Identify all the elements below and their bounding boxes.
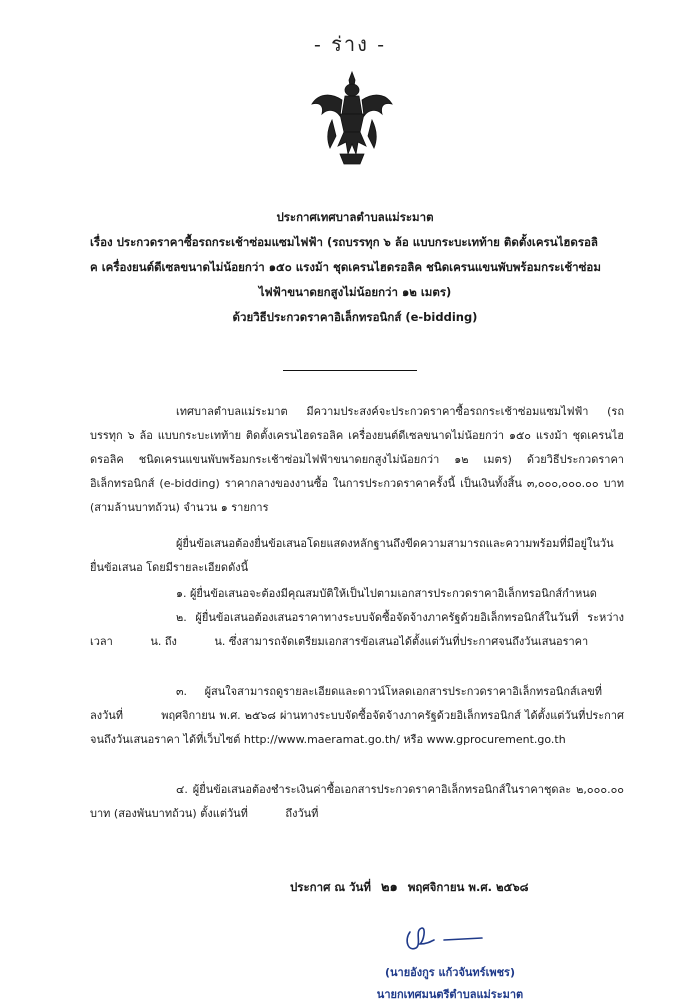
announcement-date [290,876,590,897]
website-link-gprocurement[interactable]: www.gprocurement.go.th [426,733,566,746]
list-item-4 [90,778,624,826]
list-item-3 [90,680,624,752]
draft-mark: - ร่าง - [314,32,386,56]
divider-line [283,370,417,371]
item3-or: หรือ [403,733,424,746]
signature-mark [400,918,490,958]
item2-text-d: น. ซึ่งสามารถจัดเตรียมเอกสารข้อเสนอได้ตั้งแต่วันที่ประกาศจนถึงวันเสนอราคา [214,635,589,648]
signer-block [350,962,550,1006]
signer-position: นายกเทศมนตรีตำบลแม่ระมาต [376,988,524,1001]
website-link-maeramat[interactable]: http://www.maeramat.go.th/ [243,733,400,746]
item4-text-b: ถึงวันที่ [285,807,319,820]
item3-text-c: พฤศจิกายน พ.ศ. ๒๕๖๘ ผ่านทางระบบจัดซื้อจัดจ้างภาครัฐด้วยอิเล็กทรอนิกส์ ได้ตั้งแต่วันที่ประกาศจนถึงวันเสนอราคา ได้ที่เว็บไซต์ [90,709,624,746]
announcement-header [90,205,620,330]
issuing-organization: ประกาศเทศบาลตำบลแม่ระมาต [276,210,434,224]
item2-text-b: ระหว่างเวลา [90,611,625,648]
subject-line-2: ค เครื่องยนต์ดีเซลขนาดไม่น้อยกว่า ๑๕๐ แรงม้า ชุดเครนไฮดรอลิค ชนิดเครนแขนพับพร้อมกระเช้าซ่อม [90,260,601,274]
signer-name: (นายอังกูร แก้วจันทร์เพชร) [384,966,515,979]
item3-text-b: ลงวันที่ [90,709,124,722]
list-item-1: ๑. ผู้ยื่นข้อเสนอจะต้องมีคุณสมบัติให้เป็นไปตามเอกสารประกวดราคาอิเล็กทรอนิกส์กำหนด [176,587,597,600]
announce-day: ๒๑ [380,880,398,895]
garuda-emblem-icon [310,70,394,166]
item2-text-c: น. ถึง [150,635,177,648]
subject-line-1: เรื่อง ประกวดราคาซื้อรถกระเช้าซ่อมแซมไฟฟ้า (รถบรรทุก ๖ ล้อ แบบกระบะเทท้าย ติดตั้งเครนไฮดรอลิ [90,235,598,249]
paragraph-requirements: ผู้ยื่นข้อเสนอต้องยื่นข้อเสนอโดยแสดงหลักฐานถึงขีดความสามารถและความพร้อมที่มีอยู่ในวันยื่นข้อเสนอ โดยมีรายละเอียดดังนี้ [90,537,614,574]
item3-text-a: ๓. ผู้สนใจสามารถดูรายละเอียดและดาวน์โหลดเอกสารประกวดราคาอิเล็กทรอนิกส์เลขที่ [176,685,602,698]
list-item-2 [90,606,624,654]
announce-month-year: พฤศจิกายน พ.ศ. ๒๕๖๘ [407,880,529,894]
procurement-method: ด้วยวิธีประกวดราคาอิเล็กทรอนิกส์ (e-bidding) [232,310,478,324]
item4-text-a: ๔. ผู้ยื่นข้อเสนอต้องชำระเงินค่าซื้อเอกสารประกวดราคาอิเล็กทรอนิกส์ในราคาชุดละ ๒,๐๐๐.๐๐ บาท (สองพันบาทถ้วน) ตั้งแต่วันที่ [90,783,624,820]
subject-line-3: ไฟฟ้าขนาดยกสูงไม่น้อยกว่า ๑๒ เมตร) [258,285,452,299]
paragraph-intro: เทศบาลตำบลแม่ระมาต มีความประสงค์จะประกวดราคาซื้อรถกระเช้าซ่อมแซมไฟฟ้า (รถบรรทุก ๖ ล้อ แบบกระบะเทท้าย ติดตั้งเครนไฮดรอลิค เครื่องยนต์ดีเซลขนาดไม่น้อยกว่า ๑๕๐ แรงม้า ชุดเครนไฮดรอลิค ชนิดเครนแขนพับพร้อมกระเช้าซ่อมไฟฟ้าขนาดยกสูงไม่น้อยกว่า ๑๒ เมตร) ด้วยวิธีประกวดราคาอิเล็กทรอนิกส์ (e-bidding) ราคากลางของงานซื้อ ในการประกวดราคาครั้งนี้ เป็นเงินทั้งสิ้น ๓,๐๐๐,๐๐๐.๐๐ บาท (สามล้านบาทถ้วน) จำนวน ๑ รายการ [90,405,624,514]
item2-text-a: ๒. ผู้ยื่นข้อเสนอต้องเสนอราคาทางระบบจัดซื้อจัดจ้างภาครัฐด้วยอิเล็กทรอนิกส์ในวันที่ [176,611,579,624]
announce-label: ประกาศ ณ วันที่ [290,880,371,894]
